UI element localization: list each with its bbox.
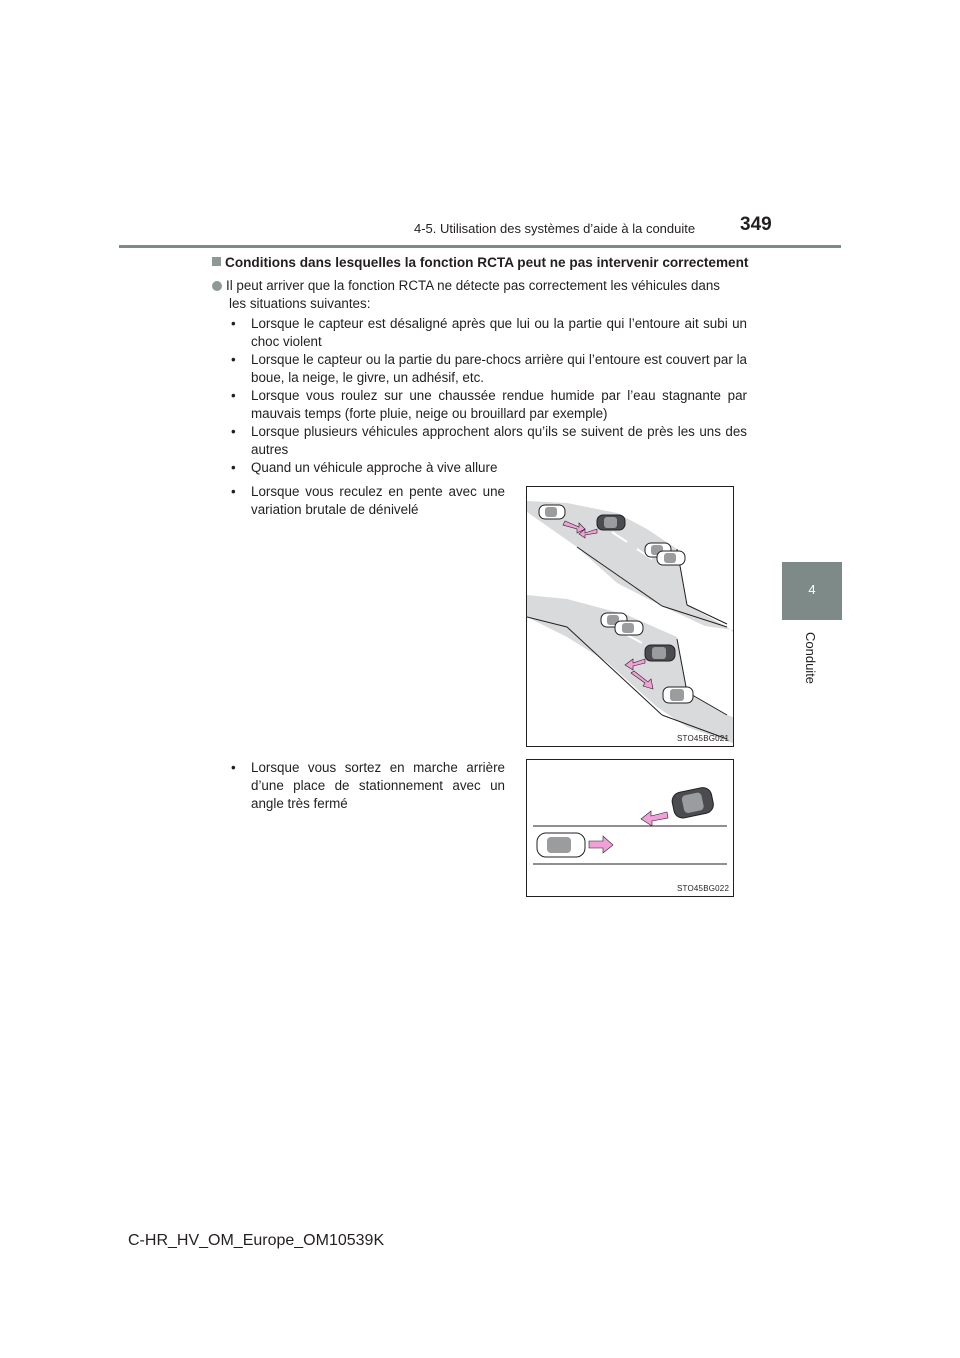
section-heading-text: Conditions dans lesquelles la fonction RCTA peut ne pas intervenir correctement xyxy=(225,255,749,270)
arrow-icon xyxy=(589,836,613,853)
figure-code: STO45BG022 xyxy=(677,884,730,893)
chapter-label: Conduite xyxy=(803,632,818,685)
car-icon xyxy=(537,833,585,857)
section-heading xyxy=(212,255,748,270)
list-item: • Lorsque le capteur ou la partie du pare-chocs arrière qui l’entoure est couvert par la boue, la neige, le givre, un adhésif, etc. xyxy=(227,351,747,387)
car-icon xyxy=(615,621,643,635)
intro-line-1 xyxy=(212,277,747,295)
situation-list xyxy=(227,315,747,477)
car-icon xyxy=(663,687,693,703)
list-item: • Lorsque le capteur est désaligné après que lui ou la partie qui l’entoure ait subi un choc violent xyxy=(227,315,747,351)
document-id: C-HR_HV_OM_Europe_OM10539K xyxy=(128,1232,385,1249)
square-bullet-icon xyxy=(212,257,221,266)
arrow-icon xyxy=(641,811,668,826)
chapter-tab xyxy=(782,562,842,620)
header-section-title: 4-5. Utilisation des systèmes d’aide à la conduite xyxy=(414,221,696,236)
car-icon xyxy=(539,505,565,519)
list-item: • Quand un véhicule approche à vive allure xyxy=(227,459,747,477)
slope-illustration xyxy=(526,486,734,747)
list-item-slope: • Lorsque vous reculez en pente avec une variation brutale de dénivelé xyxy=(227,483,505,519)
parking-illustration-svg xyxy=(527,760,733,896)
car-icon xyxy=(597,515,625,530)
slope-illustration-svg xyxy=(527,487,733,746)
list-item: • Lorsque vous roulez sur une chaussée rendue humide par l’eau stagnante par mauvais temps (forte pluie, neige ou brouillard par exemple) xyxy=(227,387,747,423)
list-item-parking: • Lorsque vous sortez en marche arrière d’une place de stationnement avec un angle très fermé xyxy=(227,759,505,813)
parking-illustration xyxy=(526,759,734,897)
intro-line-2: les situations suivantes: xyxy=(229,296,371,311)
page-number: 349 xyxy=(740,214,772,235)
list-item: • Lorsque plusieurs véhicules approchent alors qu’ils se suivent de près les uns des autres xyxy=(227,423,747,459)
car-icon xyxy=(657,551,685,565)
figure-code: STO45BG021 xyxy=(677,734,730,743)
car-icon xyxy=(645,645,675,661)
parked-car-icon xyxy=(671,786,716,820)
intro-line-1-text: Il peut arriver que la fonction RCTA ne détecte pas correctement les véhicules dans xyxy=(226,278,720,293)
intro-paragraph xyxy=(212,277,747,313)
chapter-number: 4 xyxy=(808,582,816,597)
chapter-label-container xyxy=(802,632,822,692)
circle-bullet-icon xyxy=(212,281,222,291)
header-divider xyxy=(119,245,841,248)
